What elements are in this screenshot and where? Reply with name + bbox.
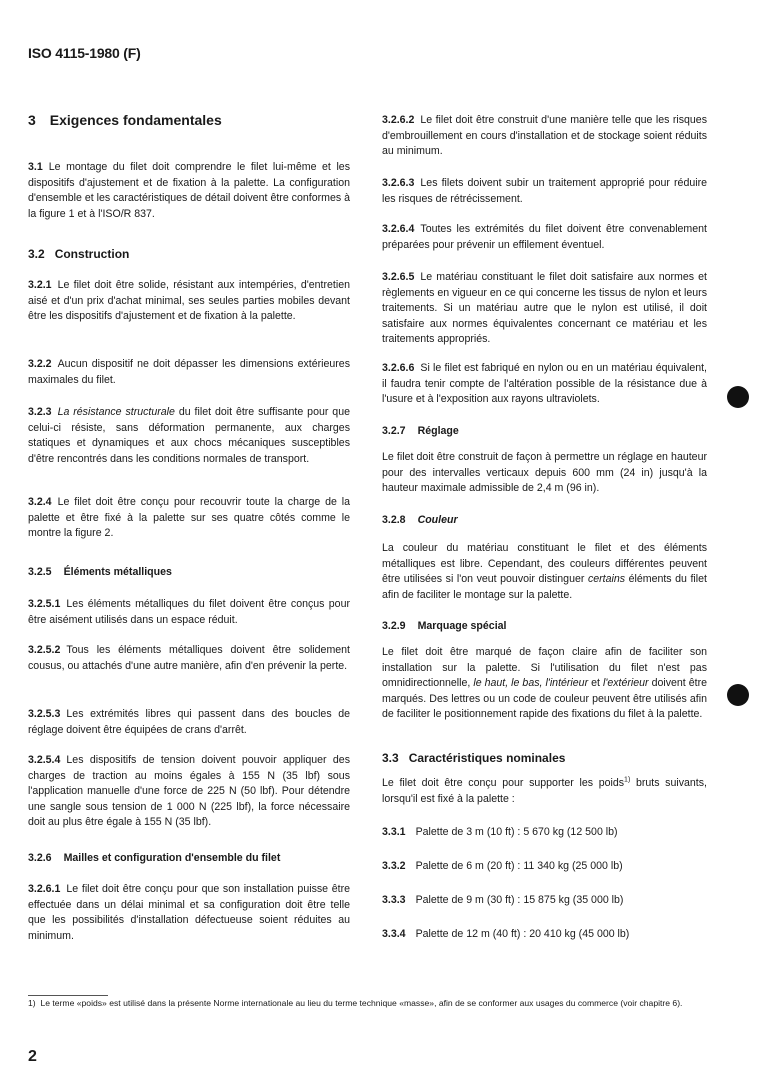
page-number: 2: [28, 1048, 37, 1065]
heading-title: Éléments métalliques: [63, 566, 172, 578]
revision-marker-dot: [727, 684, 749, 706]
clause-italic-text: l'extérieur: [602, 677, 649, 690]
clause-text: Le matériau constituant le filet doit satisfaire aux normes et règlements en vigueur en ce qui concerne les tissus de nylon et leurs traitements. Si un matériau autre que le nylon est utilisé, il doit satisfaire aux normes équivalentes concernant ce matériau et les traitements appropriés.: [382, 271, 707, 346]
footnote-divider: [28, 995, 108, 996]
heading-section-3-2: [28, 247, 129, 261]
clause-3-2-6-1: [28, 882, 350, 944]
clause-text: Le filet doit être conçu pour que son installation puisse être effectuée dans un délai minimal et sa configuration doit être telle que les possibilités d'installation défectueuse soient réduites au minimum.: [28, 883, 350, 942]
heading-number: 3.2.8: [382, 514, 406, 526]
clause-text: du filet doit être suffisante pour que celui-ci résiste, sans déformation permanente, aux charges statiques et dynamiques et aux chocs mécaniques susceptibles d'être rencontrés dans les conditions normales de transport.: [28, 406, 350, 465]
clause-3-2-8-text: [382, 541, 707, 603]
clause-text: Le filet doit être construit de façon à permettre un réglage en hauteur pour des intervalles verticaux depuis 600 mm (24 in) jusqu'à la hauteur maximale admissible de 2,4 m (96 in).: [382, 451, 707, 495]
clause-text: Le filet doit être solide, résistant aux intempéries, d'entretien aisé et d'un prix d'achat minimal, ses seules parties mobiles devant être les dispositifs d'ajustement et de fixation à la palette.: [28, 279, 350, 323]
clause-number: 3.2.6.2: [382, 114, 415, 126]
clause-text: Le filet doit être conçu pour supporter les poids: [382, 777, 625, 789]
revision-marker-dot: [727, 386, 749, 408]
clause-italic-text: le haut, le bas, l'intérieur: [473, 677, 589, 690]
clause-text: Les filets doivent subir un traitement approprié pour réduire les risques de rétrécissement.: [382, 177, 707, 205]
clause-italic-text: La résistance structurale: [57, 406, 175, 418]
clause-number: 3.2.6.1: [28, 883, 61, 895]
clause-3-3-3: [382, 893, 707, 909]
clause-text: Le filet doit être construit d'une manière telle que les risques d'embrouillement en cours d'installation et de stockage soient réduits au minimum.: [382, 114, 707, 158]
clause-text: Toutes les extrémités du filet doivent être convenablement préparées pour prévenir un effilement éventuel.: [382, 223, 707, 251]
heading-title: Réglage: [417, 425, 459, 437]
clause-3-2-7-text: [382, 450, 707, 497]
heading-title: Exigences fondamentales: [49, 112, 222, 128]
heading-number: 3.2.5: [28, 566, 52, 578]
clause-3-2-4: [28, 495, 350, 542]
clause-text: Palette de 9 m (30 ft) : 15 875 kg (35 000 lb): [415, 894, 624, 906]
clause-3-3-1: [382, 825, 707, 841]
clause-number: 3.3.3: [382, 894, 406, 906]
heading-title: Mailles et configuration d'ensemble du filet: [63, 852, 281, 864]
heading-number: 3.3: [382, 751, 399, 765]
clause-text: éléments du filet afin de faciliter le montage sur la palette.: [382, 573, 707, 601]
clause-3-2-2: [28, 357, 350, 388]
clause-text: Les dispositifs de tension doivent pouvoir appliquer des charges de traction au moins égales à 155 N (35 lbf) sous l'application manuelle d'une force de 225 N (50 lbf). Pour détendre une sangle sous tension de 1 000 N (225 lbf), la force nécessaire doit au plus être égale à 155 N (35 lbf).: [28, 754, 350, 829]
clause-number: 3.3.1: [382, 826, 406, 838]
clause-3-2-5-1: [28, 597, 350, 628]
clause-italic-text: certains: [587, 573, 626, 586]
clause-text: Les extrémités libres qui passent dans des boucles de réglage doivent être équipées de crans d'arrêt.: [28, 708, 350, 736]
heading-title: Construction: [54, 247, 130, 261]
clause-number: 3.3.2: [382, 860, 406, 872]
heading-title: Marquage spécial: [417, 620, 507, 632]
heading-section-3: [28, 112, 222, 128]
clause-text: Le filet doit être marqué de façon claire afin de faciliter son installation sur la palette. Si l'utilisation du filet n'est pas omnidirectionnelle,: [382, 646, 707, 690]
clause-text: Le montage du filet doit comprendre le filet lui-même et les dispositifs d'ajustement et de fixation à la palette. La configuration d'ensemble et les caractéristiques de détail doivent être conformes à la figure 1 et à l'ISO/R 837.: [28, 161, 350, 220]
clause-number: 3.2.5.3: [28, 708, 61, 720]
heading-number: 3.2: [28, 247, 45, 261]
clause-number: 3.2.6.5: [382, 271, 415, 283]
clause-3-2-9-text: [382, 645, 707, 723]
clause-text: Tous les éléments métalliques doivent être solidement cousus, ou attachés d'une autre manière, afin d'en prévenir la perte.: [28, 644, 350, 672]
clause-text: La couleur du matériau constituant le filet et des éléments métalliques est libre. Cependant, des couleurs différentes peuvent être utilisées si l'on veut pouvoir distinguer: [382, 542, 707, 586]
heading-number: 3.2.7: [382, 425, 406, 437]
footnote-mark: 1): [28, 998, 36, 1008]
clause-3-2-3: [28, 405, 350, 467]
clause-text: Aucun dispositif ne doit dépasser les dimensions extérieures maximales du filet.: [28, 358, 350, 386]
clause-text: Palette de 12 m (40 ft) : 20 410 kg (45 000 lb): [415, 928, 630, 940]
clause-number: 3.2.4: [28, 496, 52, 508]
clause-3-3-2: [382, 859, 707, 875]
clause-number: 3.2.5.2: [28, 644, 61, 656]
clause-text: Palette de 6 m (20 ft) : 11 340 kg (25 000 lb): [415, 860, 623, 872]
clause-number: 3.2.6.3: [382, 177, 415, 189]
clause-3-2-6-6: [382, 361, 707, 408]
heading-number: 3: [28, 112, 36, 128]
clause-3-3-text: [382, 776, 707, 807]
heading-section-3-2-7: [382, 425, 459, 437]
clause-text: Palette de 3 m (10 ft) : 5 670 kg (12 500 lb): [415, 826, 618, 838]
clause-number: 3.2.1: [28, 279, 52, 291]
clause-number: 3.2.6.6: [382, 362, 415, 374]
clause-3-2-6-4: [382, 222, 707, 253]
heading-title: Couleur: [417, 514, 458, 526]
document-id-header: ISO 4115-1980 (F): [28, 45, 141, 61]
clause-text: doivent être marqués. Des lettres ou un code de couleur peuvent être utilisés afin de faciliter le positionnement rapide des fixations du filet à la palette.: [382, 677, 708, 721]
clause-text: Le filet doit être conçu pour recouvrir toute la charge de la palette et être fixé à la palette sur ses quatre côtés comme le montre la figure 2.: [28, 496, 350, 540]
heading-section-3-2-6: [28, 852, 280, 864]
heading-number: 3.2.6: [28, 852, 52, 864]
clause-3-2-5-3: [28, 707, 350, 738]
clause-3-3-4: [382, 927, 707, 943]
clause-3-2-5-4: [28, 753, 350, 831]
clause-text: Les éléments métalliques du filet doivent être conçus pour être aisément utilisés dans un espace réduit.: [28, 598, 350, 626]
clause-3-2-6-3: [382, 176, 707, 207]
clause-text: Si le filet est fabriqué en nylon ou en un matériau équivalent, il faudra tenir compte de l'altération possible de la résistance due à l'usure et à l'exposition aux rayons ultraviolets.: [382, 362, 707, 406]
footnote-text: Le terme «poids» est utilisé dans la présente Norme internationale au lieu du terme technique «masse», afin de se conformer aux usages du commerce (voir chapitre 6).: [40, 998, 683, 1008]
clause-3-2-6-2: [382, 113, 707, 160]
heading-title: Caractéristiques nominales: [408, 751, 566, 765]
clause-text: bruts suivants, lorsqu'il est fixé à la palette :: [382, 777, 707, 805]
clause-number: 3.2.5.1: [28, 598, 61, 610]
clause-number: 3.1: [28, 161, 43, 173]
heading-section-3-3: [382, 751, 565, 765]
clause-number: 3.2.2: [28, 358, 52, 370]
clause-number: 3.2.5.4: [28, 754, 61, 766]
heading-section-3-2-8: [382, 514, 458, 526]
clause-3-2-1: [28, 278, 350, 325]
clause-3-2-6-5: [382, 270, 707, 348]
footnote-reference: 1): [624, 776, 631, 784]
heading-section-3-2-5: [28, 566, 172, 578]
clause-text: et: [591, 677, 600, 690]
heading-number: 3.2.9: [382, 620, 406, 632]
clause-number: 3.2.3: [28, 406, 52, 418]
heading-section-3-2-9: [382, 620, 506, 632]
footnote: [28, 997, 708, 1010]
clause-number: 3.3.4: [382, 928, 406, 940]
clause-3-2-5-2: [28, 643, 350, 674]
clause-3-1: [28, 160, 350, 222]
clause-number: 3.2.6.4: [382, 223, 415, 235]
